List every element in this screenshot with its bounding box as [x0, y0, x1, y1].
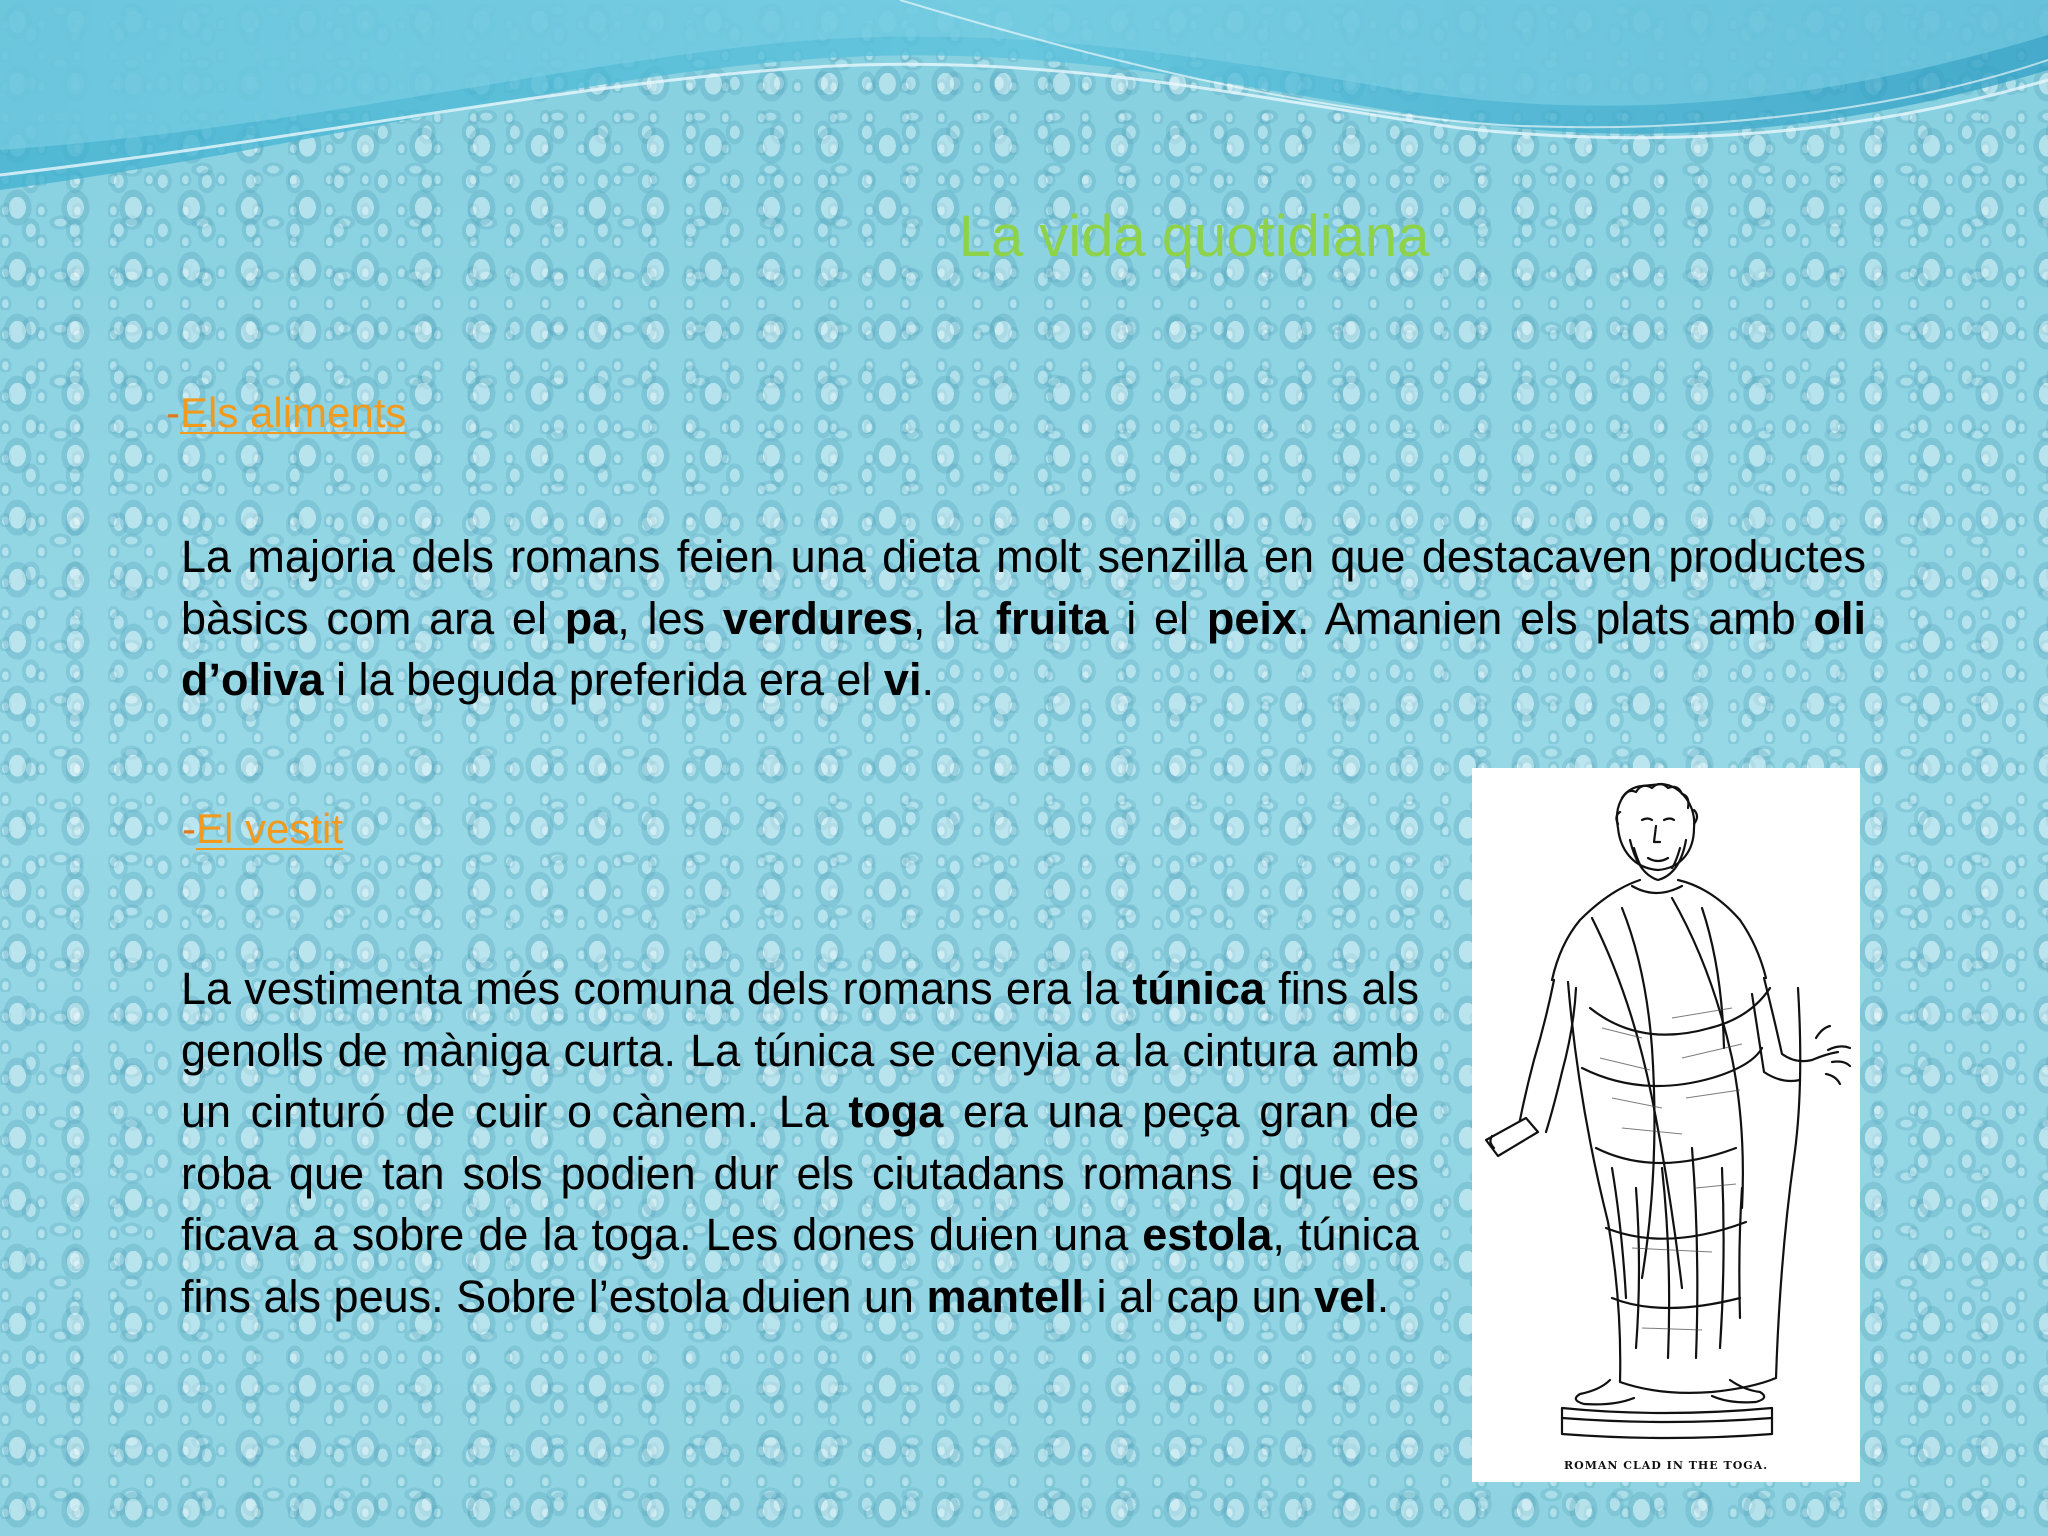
bold-term: estola: [1142, 1209, 1273, 1260]
text-run: , les: [617, 592, 723, 644]
bold-term: túnica: [1132, 963, 1265, 1014]
bold-term: oli d’oliva: [181, 592, 1866, 705]
text-run: .: [1376, 1270, 1390, 1322]
bold-term: toga: [848, 1086, 944, 1137]
bold-term: fruita: [996, 592, 1109, 644]
paragraph-vestit: [181, 958, 1419, 1327]
heading-link-vestit[interactable]: El vestit: [196, 805, 344, 852]
text-run: i el: [1108, 592, 1207, 644]
text-run: La vestimenta més comuna dels romans era la: [181, 963, 1133, 1014]
paragraph-aliments: [181, 526, 1866, 711]
heading-dash: -: [182, 805, 196, 852]
section-heading-vestit[interactable]: [182, 805, 344, 852]
heading-dash: -: [166, 389, 180, 436]
roman-toga-figure: [1472, 768, 1860, 1482]
bold-term: verdures: [722, 592, 913, 644]
bold-term: vi: [883, 654, 922, 705]
text-run: .: [921, 654, 934, 705]
text-run: , túnica fins als peus. Sobre l’estola duien un: [181, 1209, 1419, 1322]
bold-term: vel: [1314, 1270, 1377, 1322]
text-run: fins als genolls de màniga curta. La túnica se cenyia a la cintura amb un cinturó de cuir o cànem. La: [181, 963, 1419, 1137]
slide-title: La vida quotidiana: [958, 204, 1430, 269]
text-run: , la: [912, 592, 996, 644]
roman-toga-illustration-icon: [1472, 768, 1860, 1482]
section-heading-aliments[interactable]: [166, 389, 407, 436]
text-run: . Amanien els plats amb: [1296, 592, 1814, 644]
bold-term: pa: [564, 592, 618, 644]
heading-link-aliments[interactable]: Els aliments: [180, 389, 407, 436]
header-wave-decoration: [0, 0, 2048, 230]
text-run: La majoria dels romans feien una dieta molt senzilla en que destacaven productes bàsics com ara el: [181, 531, 1866, 644]
text-run: i al cap un: [1084, 1270, 1315, 1322]
text-run: era una peça gran de roba que tan sols podien dur els ciutadans romans i que es ficava a sobre de la toga. Les dones duien una: [181, 1086, 1419, 1260]
figure-caption: ROMAN CLAD IN THE TOGA.: [1563, 1459, 1769, 1472]
bold-term: peix: [1206, 592, 1297, 644]
bold-term: mantell: [926, 1270, 1085, 1322]
text-run: i la beguda preferida era el: [323, 654, 884, 705]
